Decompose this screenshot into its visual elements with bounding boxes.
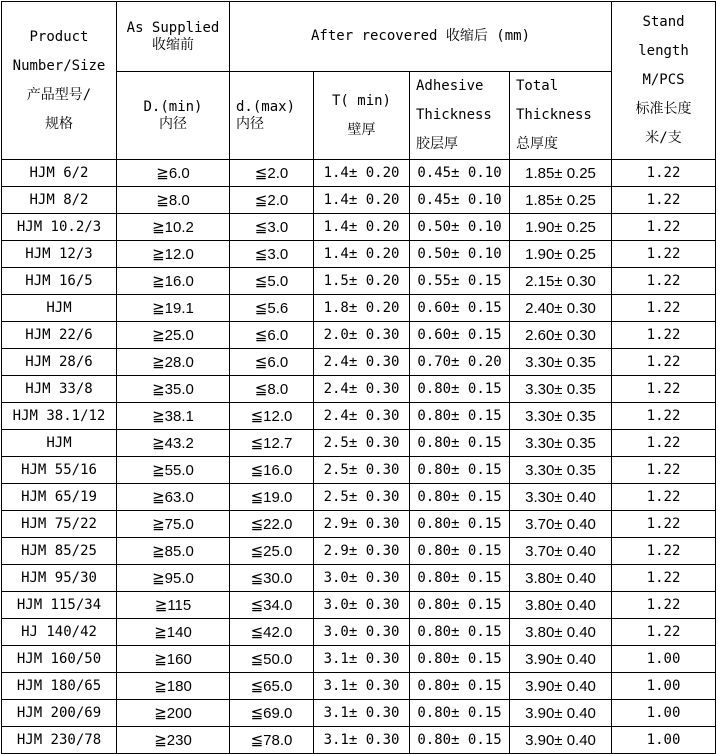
table-row	[2, 268, 716, 295]
adhesive-cell: 0.80± 0.15	[410, 511, 510, 538]
d-min-cell: ≧140	[117, 619, 230, 646]
t-min-cell: 1.4± 0.20	[314, 187, 410, 214]
table-row	[2, 673, 716, 700]
total-thickness-cell: 3.80± 0.40	[510, 619, 612, 646]
d-max-cell: ≦3.0	[230, 214, 314, 241]
d-max-cell: ≦42.0	[230, 619, 314, 646]
t-min-cell: 2.4± 0.30	[314, 349, 410, 376]
t-min-cell: 3.0± 0.30	[314, 619, 410, 646]
d-min-cell: ≧6.0	[117, 160, 230, 187]
product-cell: HJM 22/6	[2, 322, 117, 349]
adhesive-cell: 0.50± 0.10	[410, 214, 510, 241]
d-min-cell: ≧55.0	[117, 457, 230, 484]
product-cell: HJM 12/3	[2, 241, 117, 268]
table-row	[2, 646, 716, 673]
adhesive-cell: 0.80± 0.15	[410, 592, 510, 619]
t-min-cell: 3.1± 0.30	[314, 646, 410, 673]
d-max-cell: ≦6.0	[230, 349, 314, 376]
t-min-cell: 3.0± 0.30	[314, 565, 410, 592]
stand-length-cell: 1.22	[612, 565, 716, 592]
table-row	[2, 727, 716, 754]
header-t-min: T( min) 壁厚	[314, 72, 410, 160]
d-max-cell: ≦69.0	[230, 700, 314, 727]
table-row	[2, 214, 716, 241]
header-as-supplied: As Supplied 收缩前	[117, 2, 230, 72]
stand-length-cell: 1.22	[612, 376, 716, 403]
product-cell: HJM 28/6	[2, 349, 117, 376]
stand-length-cell: 1.22	[612, 484, 716, 511]
total-thickness-cell: 3.30± 0.35	[510, 457, 612, 484]
stand-length-cell: 1.22	[612, 187, 716, 214]
stand-length-cell: 1.00	[612, 673, 716, 700]
total-thickness-cell: 3.90± 0.40	[510, 727, 612, 754]
d-min-cell: ≧35.0	[117, 376, 230, 403]
adhesive-cell: 0.80± 0.15	[410, 484, 510, 511]
d-max-cell: ≦8.0	[230, 376, 314, 403]
d-min-cell: ≧230	[117, 727, 230, 754]
d-max-cell: ≦12.0	[230, 403, 314, 430]
t-min-cell: 1.5± 0.20	[314, 268, 410, 295]
stand-length-cell: 1.22	[612, 619, 716, 646]
d-min-cell: ≧200	[117, 700, 230, 727]
adhesive-cell: 0.80± 0.15	[410, 538, 510, 565]
d-max-cell: ≦3.0	[230, 241, 314, 268]
adhesive-cell: 0.80± 0.15	[410, 673, 510, 700]
product-cell: HJM 55/16	[2, 457, 117, 484]
header-stand-length: Stand length M/PCS 标准长度 米/支	[612, 2, 716, 160]
stand-length-cell: 1.22	[612, 322, 716, 349]
d-max-cell: ≦6.0	[230, 322, 314, 349]
table-row	[2, 295, 716, 322]
total-thickness-cell: 3.30± 0.35	[510, 403, 612, 430]
d-max-cell: ≦22.0	[230, 511, 314, 538]
stand-length-cell: 1.00	[612, 646, 716, 673]
total-thickness-cell: 3.90± 0.40	[510, 673, 612, 700]
stand-length-cell: 1.22	[612, 457, 716, 484]
total-thickness-cell: 3.90± 0.40	[510, 700, 612, 727]
table-row	[2, 619, 716, 646]
t-min-cell: 3.1± 0.30	[314, 700, 410, 727]
adhesive-cell: 0.80± 0.15	[410, 619, 510, 646]
stand-length-cell: 1.22	[612, 295, 716, 322]
t-min-cell: 3.1± 0.30	[314, 727, 410, 754]
d-min-cell: ≧180	[117, 673, 230, 700]
adhesive-cell: 0.45± 0.10	[410, 160, 510, 187]
d-max-cell: ≦5.0	[230, 268, 314, 295]
d-max-cell: ≦78.0	[230, 727, 314, 754]
adhesive-cell: 0.60± 0.15	[410, 295, 510, 322]
adhesive-cell: 0.60± 0.15	[410, 322, 510, 349]
d-max-cell: ≦19.0	[230, 484, 314, 511]
table-row	[2, 349, 716, 376]
total-thickness-cell: 3.30± 0.35	[510, 376, 612, 403]
product-cell: HJ 140/42	[2, 619, 117, 646]
total-thickness-cell: 1.90± 0.25	[510, 241, 612, 268]
product-cell: HJM 8/2	[2, 187, 117, 214]
table-row	[2, 430, 716, 457]
table-body	[2, 160, 716, 754]
table-row	[2, 403, 716, 430]
adhesive-cell: 0.80± 0.15	[410, 727, 510, 754]
adhesive-cell: 0.80± 0.15	[410, 646, 510, 673]
stand-length-cell: 1.22	[612, 160, 716, 187]
d-max-cell: ≦65.0	[230, 673, 314, 700]
table-row	[2, 484, 716, 511]
d-max-cell: ≦2.0	[230, 187, 314, 214]
d-min-cell: ≧43.2	[117, 430, 230, 457]
table-row	[2, 592, 716, 619]
header-product: Product Number/Size 产品型号/ 规格	[2, 2, 117, 160]
d-min-cell: ≧16.0	[117, 268, 230, 295]
d-max-cell: ≦50.0	[230, 646, 314, 673]
total-thickness-cell: 3.30± 0.40	[510, 484, 612, 511]
product-cell: HJM 230/78	[2, 727, 117, 754]
product-cell: HJM 38.1/12	[2, 403, 117, 430]
d-min-cell: ≧85.0	[117, 538, 230, 565]
total-thickness-cell: 1.90± 0.25	[510, 214, 612, 241]
adhesive-cell: 0.70± 0.20	[410, 349, 510, 376]
stand-length-cell: 1.22	[612, 511, 716, 538]
d-max-cell: ≦34.0	[230, 592, 314, 619]
t-min-cell: 1.4± 0.20	[314, 160, 410, 187]
stand-length-cell: 1.00	[612, 727, 716, 754]
adhesive-cell: 0.45± 0.10	[410, 187, 510, 214]
d-max-cell: ≦2.0	[230, 160, 314, 187]
header-d-min: D.(min) 内径	[117, 72, 230, 160]
d-min-cell: ≧28.0	[117, 349, 230, 376]
d-max-cell: ≦30.0	[230, 565, 314, 592]
d-min-cell: ≧75.0	[117, 511, 230, 538]
stand-length-cell: 1.22	[612, 241, 716, 268]
d-max-cell: ≦25.0	[230, 538, 314, 565]
t-min-cell: 2.5± 0.30	[314, 457, 410, 484]
table-row	[2, 376, 716, 403]
product-cell: HJM 85/25	[2, 538, 117, 565]
header-after-recovered: After recovered 收缩后 (mm)	[230, 2, 612, 72]
product-cell: HJM 95/30	[2, 565, 117, 592]
d-max-cell: ≦12.7	[230, 430, 314, 457]
adhesive-cell: 0.50± 0.10	[410, 241, 510, 268]
d-min-cell: ≧12.0	[117, 241, 230, 268]
adhesive-cell: 0.55± 0.15	[410, 268, 510, 295]
adhesive-cell: 0.80± 0.15	[410, 403, 510, 430]
t-min-cell: 2.9± 0.30	[314, 511, 410, 538]
table-row	[2, 565, 716, 592]
stand-length-cell: 1.22	[612, 214, 716, 241]
table-row	[2, 700, 716, 727]
t-min-cell: 2.5± 0.30	[314, 484, 410, 511]
d-min-cell: ≧19.1	[117, 295, 230, 322]
total-thickness-cell: 3.30± 0.35	[510, 349, 612, 376]
stand-length-cell: 1.00	[612, 700, 716, 727]
t-min-cell: 1.4± 0.20	[314, 241, 410, 268]
d-min-cell: ≧38.1	[117, 403, 230, 430]
table-row	[2, 187, 716, 214]
table-row	[2, 241, 716, 268]
table-row	[2, 160, 716, 187]
d-min-cell: ≧115	[117, 592, 230, 619]
header-adhesive-thickness: Adhesive Thickness 胶层厚	[410, 72, 510, 160]
total-thickness-cell: 1.85± 0.25	[510, 160, 612, 187]
total-thickness-cell: 1.85± 0.25	[510, 187, 612, 214]
product-cell: HJM 6/2	[2, 160, 117, 187]
header-d-max: d.(max) 内径	[230, 72, 314, 160]
d-min-cell: ≧160	[117, 646, 230, 673]
d-min-cell: ≧25.0	[117, 322, 230, 349]
d-max-cell: ≦5.6	[230, 295, 314, 322]
product-cell: HJM 75/22	[2, 511, 117, 538]
d-max-cell: ≦16.0	[230, 457, 314, 484]
d-min-cell: ≧10.2	[117, 214, 230, 241]
product-cell: HJM 33/8	[2, 376, 117, 403]
total-thickness-cell: 3.70± 0.40	[510, 538, 612, 565]
t-min-cell: 2.4± 0.30	[314, 403, 410, 430]
table-row	[2, 457, 716, 484]
stand-length-cell: 1.22	[612, 592, 716, 619]
stand-length-cell: 1.22	[612, 349, 716, 376]
spec-table	[1, 1, 716, 754]
product-cell: HJM 65/19	[2, 484, 117, 511]
d-min-cell: ≧63.0	[117, 484, 230, 511]
total-thickness-cell: 3.30± 0.35	[510, 430, 612, 457]
product-cell: HJM	[2, 430, 117, 457]
product-cell: HJM 180/65	[2, 673, 117, 700]
table-row	[2, 322, 716, 349]
t-min-cell: 1.4± 0.20	[314, 214, 410, 241]
total-thickness-cell: 3.80± 0.40	[510, 565, 612, 592]
t-min-cell: 2.5± 0.30	[314, 430, 410, 457]
product-cell: HJM 160/50	[2, 646, 117, 673]
t-min-cell: 1.8± 0.20	[314, 295, 410, 322]
adhesive-cell: 0.80± 0.15	[410, 457, 510, 484]
t-min-cell: 3.0± 0.30	[314, 592, 410, 619]
stand-length-cell: 1.22	[612, 403, 716, 430]
total-thickness-cell: 3.90± 0.40	[510, 646, 612, 673]
adhesive-cell: 0.80± 0.15	[410, 376, 510, 403]
total-thickness-cell: 2.40± 0.30	[510, 295, 612, 322]
stand-length-cell: 1.22	[612, 430, 716, 457]
product-cell: HJM 16/5	[2, 268, 117, 295]
adhesive-cell: 0.80± 0.15	[410, 565, 510, 592]
d-min-cell: ≧8.0	[117, 187, 230, 214]
d-min-cell: ≧95.0	[117, 565, 230, 592]
product-cell: HJM	[2, 295, 117, 322]
product-cell: HJM 200/69	[2, 700, 117, 727]
adhesive-cell: 0.80± 0.15	[410, 700, 510, 727]
t-min-cell: 2.4± 0.30	[314, 376, 410, 403]
stand-length-cell: 1.22	[612, 538, 716, 565]
total-thickness-cell: 2.60± 0.30	[510, 322, 612, 349]
table-row	[2, 538, 716, 565]
stand-length-cell: 1.22	[612, 268, 716, 295]
total-thickness-cell: 3.80± 0.40	[510, 592, 612, 619]
t-min-cell: 2.0± 0.30	[314, 322, 410, 349]
header-total-thickness: Total Thickness 总厚度	[510, 72, 612, 160]
adhesive-cell: 0.80± 0.15	[410, 430, 510, 457]
total-thickness-cell: 3.70± 0.40	[510, 511, 612, 538]
product-cell: HJM 10.2/3	[2, 214, 117, 241]
product-cell: HJM 115/34	[2, 592, 117, 619]
t-min-cell: 3.1± 0.30	[314, 673, 410, 700]
t-min-cell: 2.9± 0.30	[314, 538, 410, 565]
total-thickness-cell: 2.15± 0.30	[510, 268, 612, 295]
table-row	[2, 511, 716, 538]
